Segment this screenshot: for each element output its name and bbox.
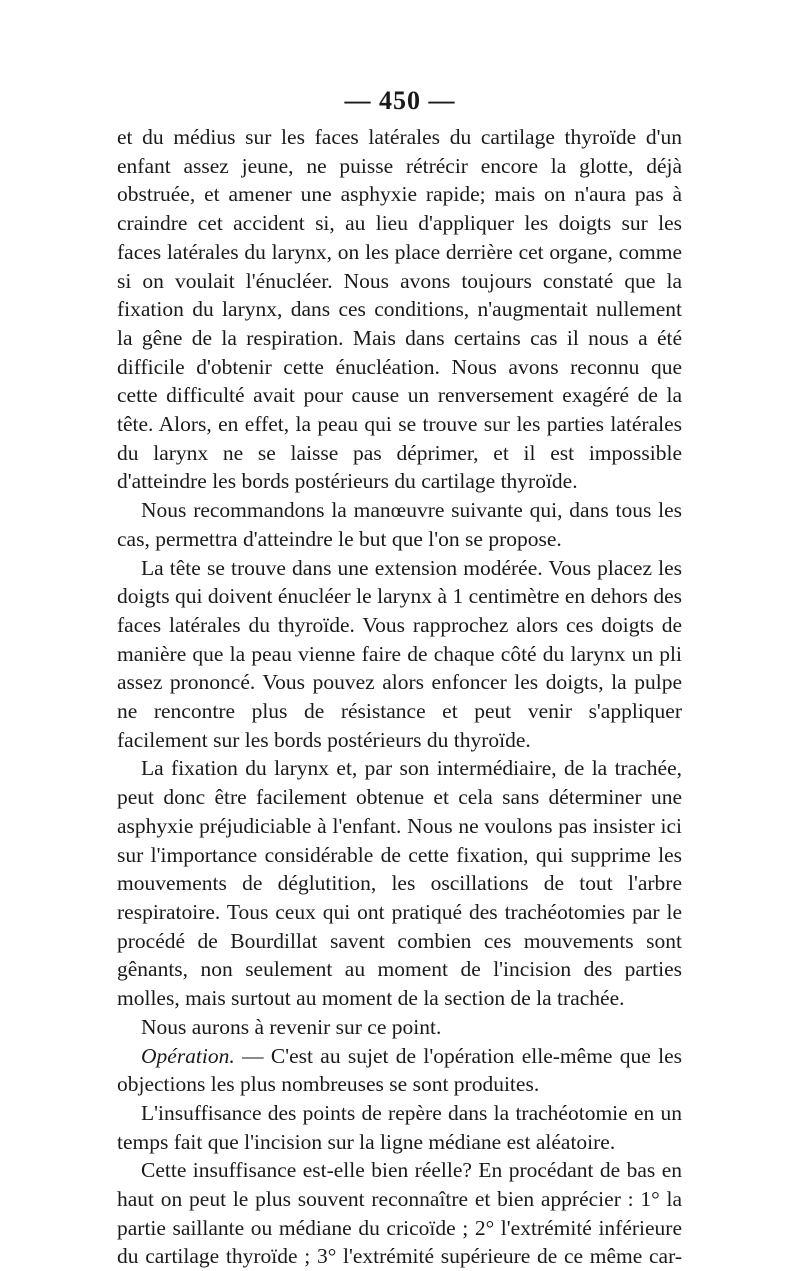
paragraph: et du médius sur les faces latérales du cartilage thyroïde d'un enfant assez jeune, ne puisse rétrécir encore la glotte, déjà obstruée, et amener une asphyxie rapide; mais on n'aura pas à craindre cet accident si, au lieu d'appliquer les doigts sur les faces latérales du larynx, on les place derrière cet organe, comme si on voulait l'énucléer. Nous avons toujours constaté que la fixation du larynx, dans ces conditions, n'augmentait nullement la gêne de la respiration. Mais dans certains cas il nous a été difficile d'obtenir cette énucléation. Nous avons reconnu que cette difficulté avait pour cause un renversement exagéré de la tête. Alors, en effet, la peau qui se trouve sur les parties latérales du larynx ne se laisse pas déprimer, et il est impossible d'atteindre les bords postérieurs du cartilage thyroïde. <box>117 125 682 494</box>
paragraph <box>117 1042 682 1099</box>
paragraph: Nous aurons à revenir sur ce point. <box>141 1014 442 1039</box>
paragraph: La fixation du larynx et, par son intermédiaire, de la trachée, peut donc être facilement obtenue et cela sans déterminer une asphyxie préjudiciable à l'enfant. Nous ne voulons pas insister ici sur l'importance considérable de cette fixation, qui supprime les mouvements de déglutition, les oscillations de tout l'arbre respiratoire. Tous ceux qui ont pratiqué des trachéotomies par le procédé de Bourdillat savent combien ces mouvements sont gênants, non seulement au moment de l'incision des parties molles, mais surtout au moment de la section de la trachée. <box>117 756 682 1011</box>
paragraph: L'insuffisance des points de repère dans la trachéotomie en un temps fait que l'incision sur la ligne médiane est aléatoire. <box>117 1100 682 1154</box>
paragraph: Nous recommandons la manœuvre suivante qui, dans tous les cas, permettra d'atteindre le but que l'on se propose. <box>117 498 682 551</box>
paragraph: Cette insuffisance est-elle bien réelle? En procédant de bas en haut on peut le plus souvent reconnaître et bien apprécier : 1° la partie saillante ou médiane du cricoïde ; 2° l'extrémité inférieure du cartilage thyroïde ; 3° l'extrémité supérieure de ce même car- <box>117 1158 682 1269</box>
paragraph: La tête se trouve dans une extension modérée. Vous placez les doigts qui doivent énucléer le larynx à 1 centimètre en dehors des faces latérales du thyroïde. Vous rapprochez alors ces doigts de manière que la peau vienne faire de chaque côté du larynx un pli assez prononcé. Vous pouvez alors enfoncer les doigts, la pulpe ne rencontre plus de résistance et peut venir s'appliquer facilement sur les bords postérieurs du thyroïde. <box>117 555 682 752</box>
body-text <box>117 123 682 1271</box>
paragraph-text: — C'est au sujet de l'opération elle-même que les objections les plus nombreuses se sont produites. <box>117 1043 682 1097</box>
page-number: — 450 — <box>344 86 456 115</box>
section-heading: Opération. <box>141 1043 235 1068</box>
